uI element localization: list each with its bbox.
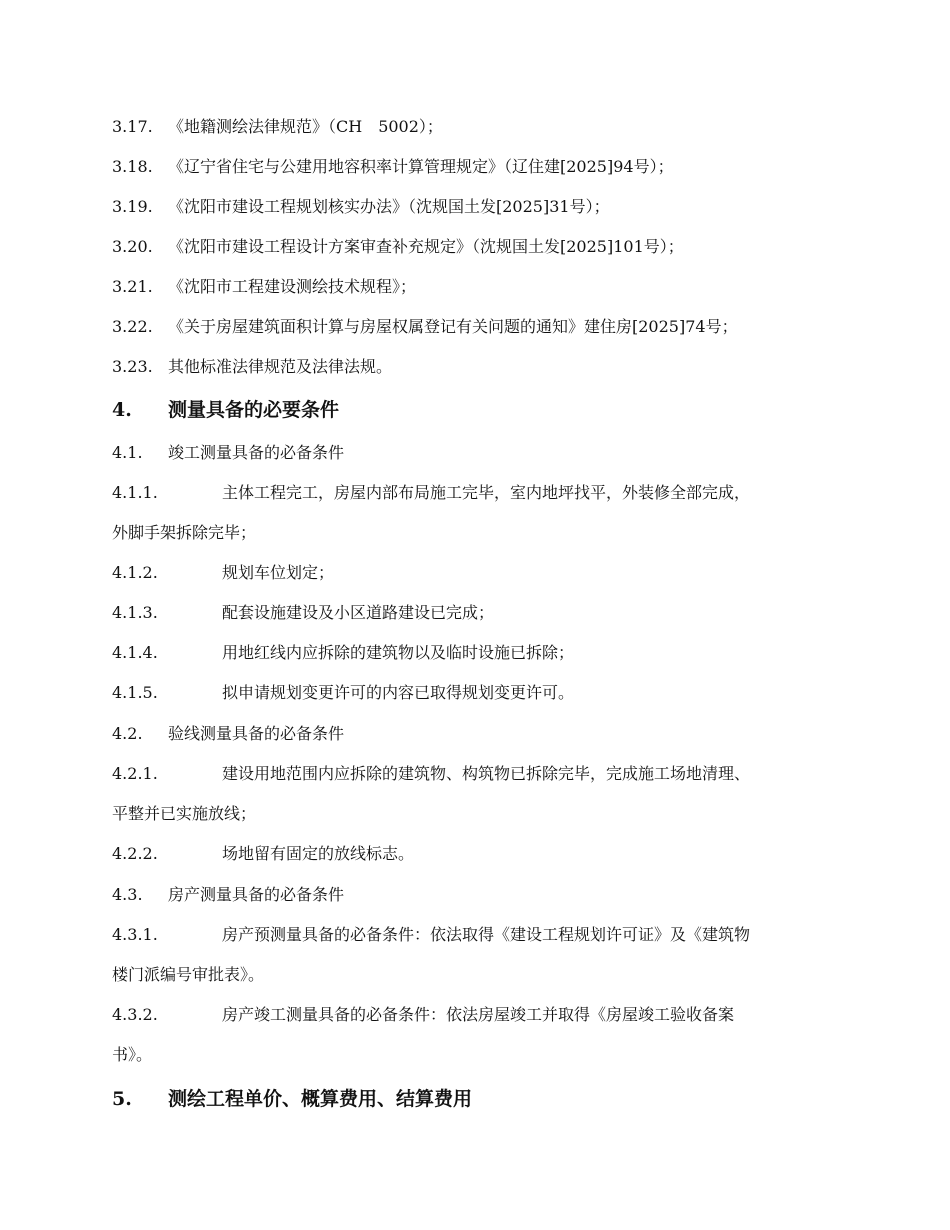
item-number: 4.1.4.: [112, 643, 158, 662]
item-number: 3.22.: [112, 317, 153, 336]
item-number: 4.2.2.: [112, 844, 158, 863]
item-number: 3.19.: [112, 197, 153, 216]
section-title: 测绘工程单价、概算费用、结算费用: [168, 1088, 473, 1110]
list-item: [112, 117, 842, 137]
list-item: [112, 277, 842, 297]
item-text: 《关于房屋建筑面积计算与房屋权属登记有关问题的通知》建住房[2025]74号；: [168, 317, 738, 336]
item-number: 4.2.1.: [112, 764, 158, 783]
list-item: [112, 563, 842, 583]
list-item: [112, 1005, 842, 1025]
item-continuation: 楼门派编号审批表》。: [112, 965, 265, 984]
item-text: 房产竣工测量具备的必备条件：依法房屋竣工并取得《房屋竣工验收备案: [222, 1005, 735, 1024]
item-text: 《沈阳市建设工程规划核实办法》（沈规国土发[2025]31号）；: [168, 197, 610, 216]
subsection-heading: [112, 443, 842, 463]
item-number: 3.17.: [112, 117, 153, 136]
item-text: 《沈阳市工程建设测绘技术规程》；: [168, 277, 417, 296]
item-number: 4.1.5.: [112, 683, 158, 702]
list-item: [112, 357, 842, 377]
list-item: [112, 317, 842, 337]
item-text: 《辽宁省住宅与公建用地容积率计算管理规定》（辽住建[2025]94号）；: [168, 157, 674, 176]
item-continuation: 书》。: [112, 1045, 153, 1064]
section-number: 5.: [112, 1088, 132, 1110]
section-number: 4.: [112, 399, 132, 421]
item-number: 4.1.3.: [112, 603, 158, 622]
item-number: 4.1.1.: [112, 483, 158, 502]
item-number: 4.1.2.: [112, 563, 158, 582]
section-heading-4: [112, 398, 842, 422]
list-item: [112, 603, 842, 623]
item-text: 建设用地范围内应拆除的建筑物、构筑物已拆除完毕，完成施工场地清理、: [222, 764, 751, 783]
item-text: 房产预测量具备的必备条件：依法取得《建设工程规划许可证》及《建筑物: [222, 925, 751, 944]
item-text: 房产测量具备的必备条件: [168, 885, 345, 904]
item-number: 3.21.: [112, 277, 153, 296]
item-continuation: 平整并已实施放线；: [112, 804, 257, 823]
item-text: 主体工程完工，房屋内部布局施工完毕，室内地坪找平，外装修全部完成，: [222, 483, 751, 502]
item-text: 场地留有固定的放线标志。: [222, 844, 415, 863]
list-item: [112, 197, 842, 217]
item-number: 4.2.: [112, 724, 143, 743]
section-title: 测量具备的必要条件: [168, 399, 340, 421]
item-text: 验线测量具备的必备条件: [168, 724, 345, 743]
subsection-heading: [112, 885, 842, 905]
item-number: 4.3.: [112, 885, 143, 904]
item-number: 3.18.: [112, 157, 153, 176]
list-item: [112, 643, 842, 663]
item-text: 用地红线内应拆除的建筑物以及临时设施已拆除；: [222, 643, 575, 662]
item-number: 4.1.: [112, 443, 143, 462]
item-continuation: 外脚手架拆除完毕；: [112, 523, 257, 542]
item-number: 4.3.2.: [112, 1005, 158, 1024]
list-item: [112, 237, 842, 257]
item-text: 《沈阳市建设工程设计方案审查补充规定》（沈规国土发[2025]101号）；: [168, 237, 684, 256]
list-item: [112, 683, 842, 703]
item-text: 规划车位划定；: [222, 563, 335, 582]
item-number: 4.3.1.: [112, 925, 158, 944]
list-item: [112, 844, 842, 864]
list-item: [112, 483, 842, 503]
item-number: 3.23.: [112, 357, 153, 376]
item-text: 《地籍测绘法律规范》（CH 5002）；: [168, 117, 443, 136]
list-item: [112, 764, 842, 784]
item-number: 3.20.: [112, 237, 153, 256]
item-text: 拟申请规划变更许可的内容已取得规划变更许可。: [222, 683, 575, 702]
subsection-heading: [112, 724, 842, 744]
item-text: 其他标准法律规范及法律法规。: [168, 357, 393, 376]
item-text: 竣工测量具备的必备条件: [168, 443, 345, 462]
item-text: 配套设施建设及小区道路建设已完成；: [222, 603, 495, 622]
section-heading-5: [112, 1087, 842, 1111]
list-item: [112, 925, 842, 945]
list-item: [112, 157, 842, 177]
